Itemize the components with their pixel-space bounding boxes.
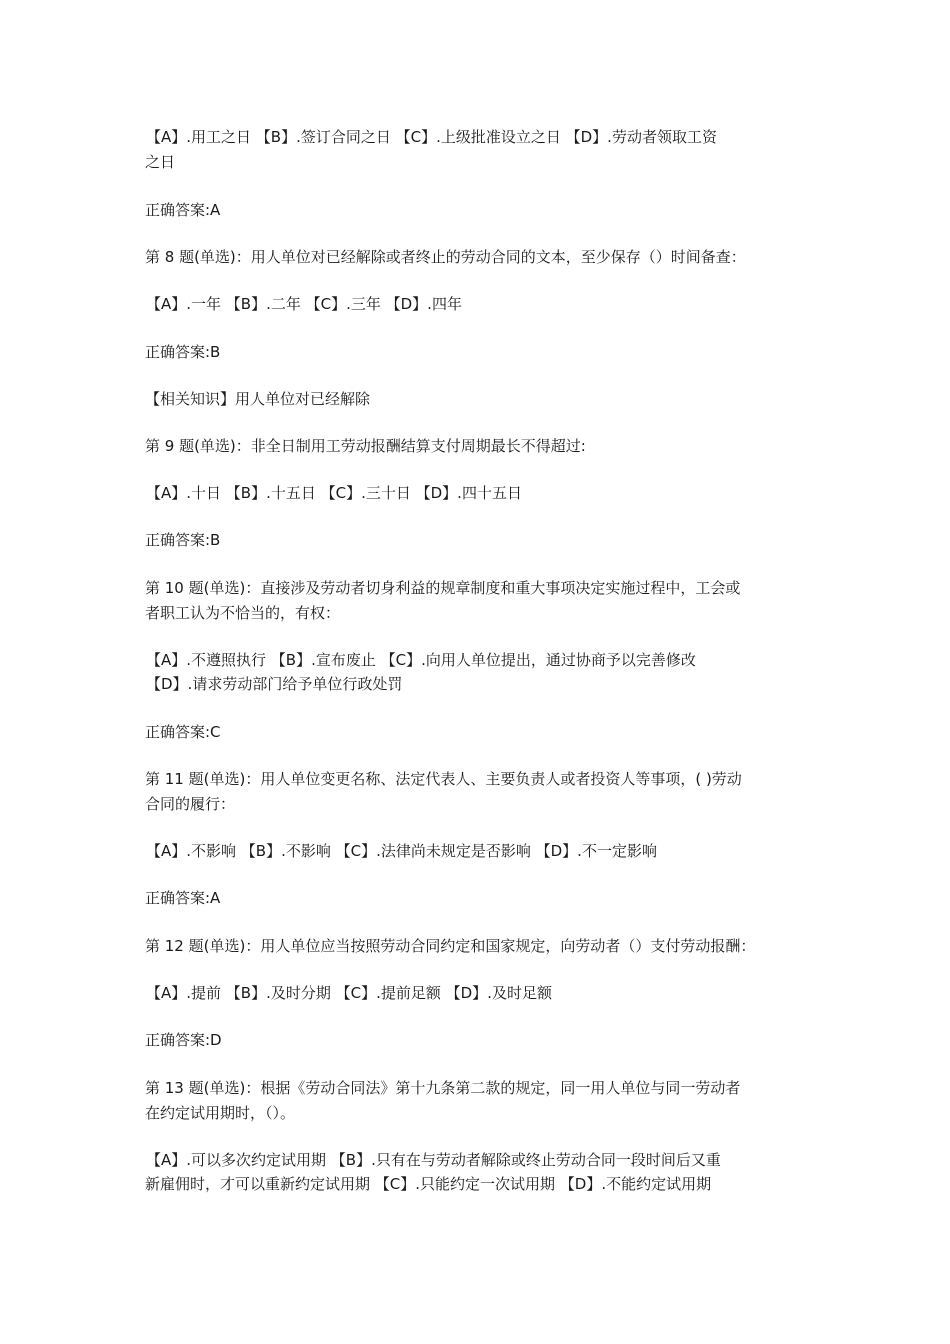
q10-options-line-1: 【A】.不遵照执行 【B】.宣布废止 【C】.向用人单位提出，通过协商予以完善修改 [146,651,696,669]
q9-answer: 正确答案:B [145,531,221,549]
q9-options: 【A】.十日 【B】.十五日 【C】.三十日 【D】.四十五日 [146,484,522,502]
q11-answer: 正确答案:A [145,889,221,907]
q10-options-line-2: 【D】.请求劳动部门给予单位行政处罚 [146,675,403,693]
q9-question: 第 9 题(单选)：非全日制用工劳动报酬结算支付周期最长不得超过: [145,437,586,455]
q10-answer: 正确答案:C [145,723,221,741]
q7-options-line-1: 【A】.用工之日 【B】.签订合同之日 【C】.上级批准设立之日 【D】.劳动者领取工资 [146,128,717,146]
q10-question-line-2: 者职工认为不恰当的，有权： [145,604,341,622]
q8-answer: 正确答案:B [145,343,221,361]
q7-options-line-2: 之日 [145,153,176,171]
q10-question-line-1: 第 10 题(单选)：直接涉及劳动者切身利益的规章制度和重大事项决定实施过程中，工会或 [145,579,741,597]
q12-question: 第 12 题(单选)：用人单位应当按照劳动合同约定和国家规定，向劳动者（）支付劳动报酬： [145,937,756,955]
q11-question-line-1: 第 11 题(单选)：用人单位变更名称、法定代表人、主要负责人或者投资人等事项，( )劳动 [145,770,742,788]
q7-answer: 正确答案:A [145,201,221,219]
q13-options-line-1: 【A】.可以多次约定试用期 【B】.只有在与劳动者解除或终止劳动合同一段时间后又重 [146,1151,721,1169]
q13-question-line-1: 第 13 题(单选)：根据《劳动合同法》第十九条第二款的规定，同一用人单位与同一劳动者 [145,1079,741,1097]
q11-question-line-2: 合同的履行： [145,795,236,813]
q8-question: 第 8 题(单选)：用人单位对已经解除或者终止的劳动合同的文本，至少保存（）时间备查： [145,248,746,266]
q12-options: 【A】.提前 【B】.及时分期 【C】.提前足额 【D】.及时足额 [146,984,552,1002]
q13-options-line-2: 新雇佣时，才可以重新约定试用期 【C】.只能约定一次试用期 【D】.不能约定试用期 [145,1175,712,1193]
q11-options: 【A】.不影响 【B】.不影响 【C】.法律尚未规定是否影响 【D】.不一定影响 [146,842,657,860]
q12-answer: 正确答案:D [145,1031,222,1049]
q13-question-line-2: 在约定试用期时，（）。 [145,1104,296,1122]
q8-options: 【A】.一年 【B】.二年 【C】.三年 【D】.四年 [146,295,462,313]
q8-related-knowledge: 【相关知识】用人单位对已经解除 [145,390,371,408]
